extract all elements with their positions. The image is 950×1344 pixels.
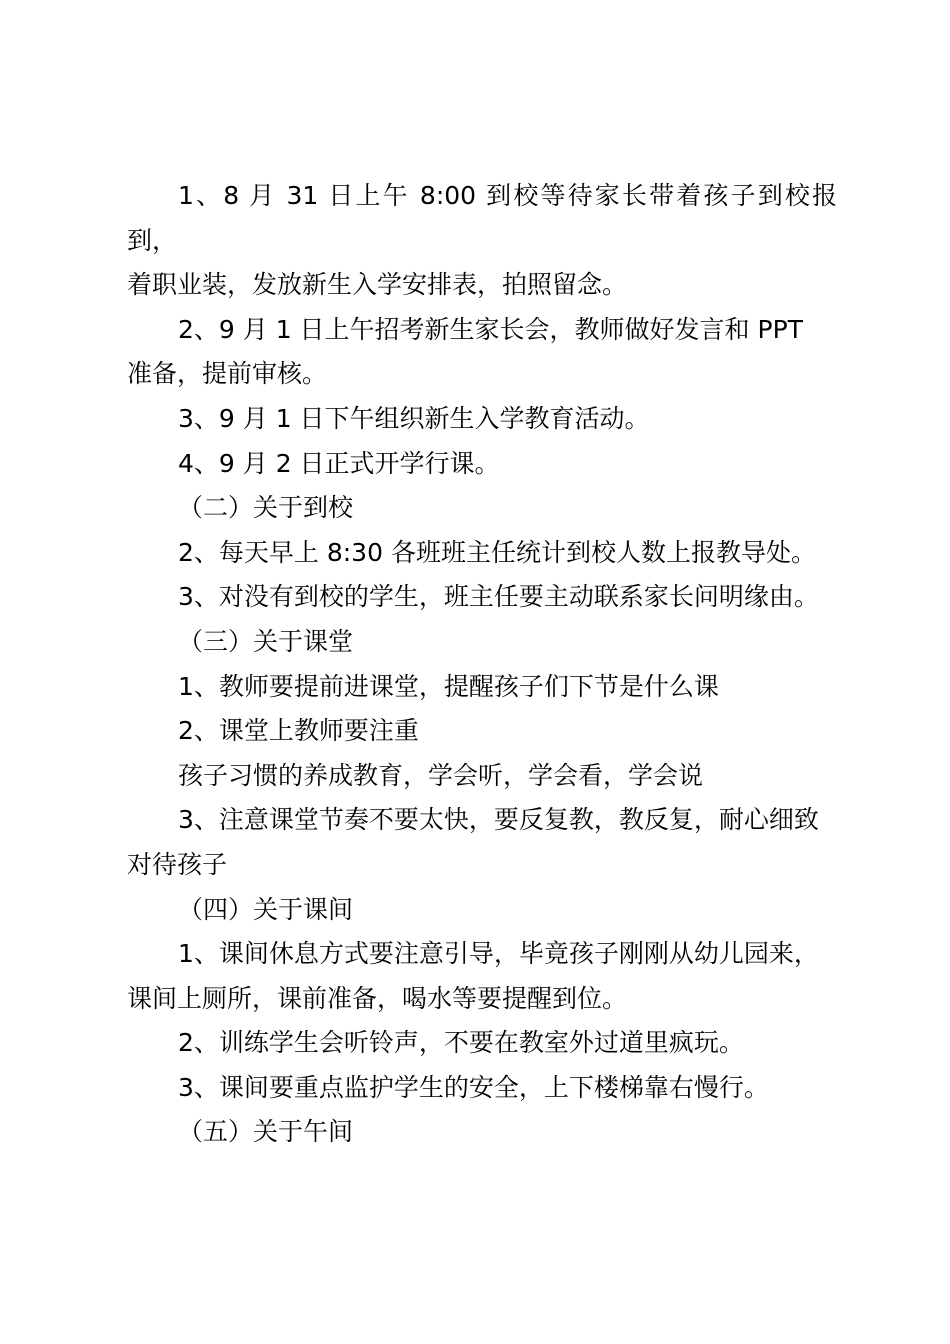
heading-text: （二）关于到校 <box>178 493 354 523</box>
paragraph-teacher-focus <box>127 709 837 754</box>
paragraph-parent-meeting <box>127 308 837 397</box>
paragraph-line: 1、8 月 31 日上午 8:00 到校等待家长带着孩子到校报到， <box>127 181 837 255</box>
paragraph-line: 准备，提前审核。 <box>127 359 328 389</box>
paragraph-line: 3、9 月 1 日下午组织新生入学教育活动。 <box>178 403 650 433</box>
paragraph-safety-supervision <box>127 1066 837 1111</box>
paragraph-line: 对待孩子 <box>127 849 228 879</box>
paragraph-line: 孩子习惯的养成教育，学会听，学会看，学会说 <box>178 760 704 790</box>
paragraph-line: 2、训练学生会听铃声，不要在教室外过道里疯玩。 <box>178 1028 744 1058</box>
paragraph-line: 4、9 月 2 日正式开学行课。 <box>178 448 500 478</box>
paragraph-line: 1、教师要提前进课堂，提醒孩子们下节是什么课 <box>178 671 719 701</box>
paragraph-line: 3、注意课堂节奏不要太快，要反复教，教反复，耐心细致 <box>178 805 819 835</box>
paragraph-attendance-count <box>127 531 837 576</box>
paragraph-line: 2、9 月 1 日上午招考新生家长会，教师做好发言和 PPT <box>178 314 803 344</box>
paragraph-school-start <box>127 442 837 487</box>
paragraph-break-guidance <box>127 932 837 1021</box>
paragraph-orientation <box>127 397 837 442</box>
heading-text: （五）关于午间 <box>178 1117 354 1147</box>
paragraph-line: 2、每天早上 8:30 各班班主任统计到校人数上报教导处。 <box>178 537 816 567</box>
section-heading-break <box>127 888 837 933</box>
paragraph-line: 课间上厕所，课前准备，喝水等要提醒到位。 <box>127 983 628 1013</box>
paragraph-bell-training <box>127 1021 837 1066</box>
section-heading-classroom <box>127 620 837 665</box>
paragraph-teaching-pace <box>127 798 837 887</box>
document-body <box>127 174 837 1155</box>
paragraph-line: 3、对没有到校的学生，班主任要主动联系家长问明缘由。 <box>178 582 819 612</box>
paragraph-arrival-aug31 <box>127 174 837 308</box>
heading-text: （三）关于课堂 <box>178 626 354 656</box>
paragraph-line: 1、课间休息方式要注意引导，毕竟孩子刚刚从幼儿园来， <box>178 939 819 969</box>
paragraph-line: 3、课间要重点监护学生的安全，上下楼梯靠右慢行。 <box>178 1072 769 1102</box>
paragraph-line: 着职业装，发放新生入学安排表，拍照留念。 <box>127 270 628 300</box>
paragraph-early-entry <box>127 665 837 710</box>
heading-text: （四）关于课间 <box>178 894 354 924</box>
section-heading-noon <box>127 1110 837 1155</box>
paragraph-absence-followup <box>127 575 837 620</box>
paragraph-line: 2、课堂上教师要注重 <box>178 716 419 746</box>
paragraph-habit-education <box>127 754 837 799</box>
section-heading-arrival <box>127 486 837 531</box>
